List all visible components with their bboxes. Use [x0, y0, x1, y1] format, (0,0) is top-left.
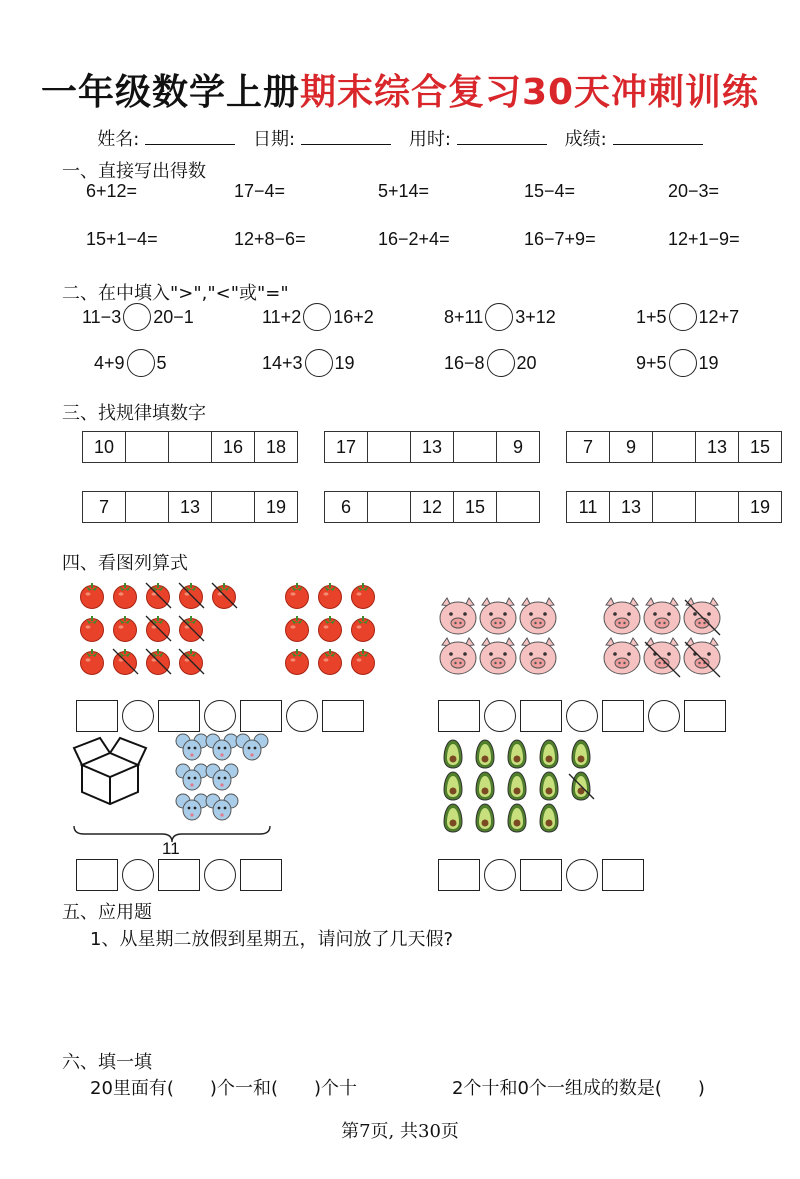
operator-circle[interactable] — [484, 700, 516, 732]
operator-circle[interactable] — [204, 700, 236, 732]
sequence-row — [82, 491, 298, 523]
answer-box[interactable] — [602, 700, 644, 732]
section5-heading: 五、应用题 — [62, 902, 152, 923]
answer-circle[interactable] — [669, 349, 697, 377]
mouse-group — [176, 734, 268, 820]
answer-circle[interactable] — [487, 349, 515, 377]
section4-heading: 四、看图列算式 — [62, 553, 188, 574]
calc-item: 12+8−6= — [234, 229, 306, 249]
seq-cell[interactable] — [368, 432, 411, 462]
calc-item: 16−2+4= — [378, 229, 450, 249]
seq-cell[interactable]: 19 — [749, 497, 771, 517]
sequence-row — [324, 491, 540, 523]
answer-circle[interactable] — [485, 303, 513, 331]
seq-cell[interactable]: 12 — [411, 492, 454, 522]
operator-circle[interactable] — [484, 859, 516, 891]
equation-row — [76, 700, 364, 732]
answer-box[interactable] — [158, 859, 200, 891]
sequence-row — [566, 491, 782, 523]
title-black: 一年级数学上册 — [40, 72, 300, 113]
section2-heading: 二、在中填入">","<"或"=" — [62, 283, 289, 304]
tomato-group-left — [81, 583, 238, 675]
answer-circle[interactable] — [127, 349, 155, 377]
seq-cell[interactable] — [212, 492, 255, 522]
word-problem-1: 1、从星期二放假到星期五，请问放了几天假? — [90, 929, 454, 950]
date-field[interactable]: 日期: — [253, 125, 391, 151]
calc-item: 5+14= — [378, 181, 430, 201]
answer-box[interactable] — [520, 859, 562, 891]
operator-circle[interactable] — [648, 700, 680, 732]
section3-heading: 三、找规律填数字 — [62, 403, 206, 424]
title-red: 期末综合复习30天冲刺训练 — [299, 72, 760, 113]
seq-cell[interactable]: 10 — [83, 432, 126, 462]
page-title — [0, 64, 800, 115]
answer-box[interactable] — [438, 859, 480, 891]
seq-cell[interactable] — [126, 492, 169, 522]
seq-cell[interactable] — [126, 432, 169, 462]
calc-item: 17−4= — [234, 181, 286, 201]
compare-item: 14+3 19 — [262, 349, 355, 377]
answer-box[interactable] — [240, 859, 282, 891]
operator-circle[interactable] — [566, 700, 598, 732]
calc-item: 6+12= — [86, 181, 138, 201]
operator-circle[interactable] — [286, 700, 318, 732]
sequence-row — [566, 431, 782, 463]
seq-cell[interactable]: 13 — [411, 432, 454, 462]
seq-cell[interactable]: 9 — [512, 437, 523, 457]
equation-row — [438, 700, 726, 732]
seq-cell[interactable]: 11 — [567, 492, 610, 522]
sequence-row — [82, 431, 298, 463]
compare-item: 11−3 20−1 — [82, 303, 194, 331]
seq-cell[interactable]: 16 — [212, 432, 255, 462]
seq-cell[interactable]: 15 — [749, 437, 771, 457]
calc-item: 16−7+9= — [524, 229, 596, 249]
operator-circle[interactable] — [122, 700, 154, 732]
answer-box[interactable] — [76, 859, 118, 891]
answer-box[interactable] — [684, 700, 726, 732]
student-info — [0, 125, 800, 151]
answer-circle[interactable] — [303, 303, 331, 331]
answer-box[interactable] — [158, 700, 200, 732]
answer-circle[interactable] — [305, 349, 333, 377]
answer-box[interactable] — [602, 859, 644, 891]
seq-cell[interactable]: 13 — [696, 432, 739, 462]
answer-circle[interactable] — [669, 303, 697, 331]
pig-group-left — [440, 598, 556, 674]
compare-item: 1+5 12+7 — [636, 303, 739, 331]
seq-cell[interactable] — [653, 432, 696, 462]
tomato-group-right — [286, 583, 375, 675]
page-footer: 第7页, 共30页 — [341, 1121, 459, 1142]
seq-cell[interactable]: 15 — [454, 492, 497, 522]
seq-cell[interactable]: 13 — [610, 492, 653, 522]
calc-item: 20−3= — [668, 181, 720, 201]
answer-box[interactable] — [438, 700, 480, 732]
avocado-group — [444, 740, 594, 832]
answer-box[interactable] — [76, 700, 118, 732]
equation-row — [76, 859, 282, 891]
sequence-row — [324, 431, 540, 463]
section6-heading: 六、填一填 — [62, 1052, 152, 1073]
answer-box[interactable] — [240, 700, 282, 732]
fill-question-1: 20里面有( )个一和( )个十 — [90, 1078, 357, 1099]
seq-cell[interactable] — [653, 492, 696, 522]
score-field[interactable]: 成绩: — [565, 125, 703, 151]
calc-item: 15−4= — [524, 181, 576, 201]
seq-cell[interactable]: 17 — [325, 432, 368, 462]
seq-cell[interactable]: 13 — [169, 492, 212, 522]
answer-box[interactable] — [322, 700, 364, 732]
seq-cell[interactable]: 7 — [567, 432, 610, 462]
answer-circle[interactable] — [123, 303, 151, 331]
seq-cell[interactable]: 9 — [610, 432, 653, 462]
seq-cell[interactable]: 19 — [265, 497, 287, 517]
operator-circle[interactable] — [566, 859, 598, 891]
calc-item: 12+1−9= — [668, 229, 740, 249]
seq-cell[interactable]: 18 — [265, 437, 287, 457]
answer-box[interactable] — [520, 700, 562, 732]
seq-cell[interactable] — [169, 432, 212, 462]
compare-item: 11+2 16+2 — [262, 303, 374, 331]
compare-item: 4+9 5 — [94, 349, 167, 377]
seq-cell[interactable] — [696, 492, 739, 522]
seq-cell[interactable] — [368, 492, 411, 522]
equation-row — [438, 859, 644, 891]
seq-cell[interactable] — [454, 432, 497, 462]
time-field[interactable]: 用时: — [409, 125, 547, 151]
fill-question-2: 2个十和0个一组成的数是( ) — [452, 1078, 705, 1099]
compare-item: 9+5 19 — [636, 349, 719, 377]
seq-cell[interactable]: 6 — [325, 492, 368, 522]
box-icon — [74, 738, 146, 804]
section1-heading: 一、直接写出得数 — [62, 161, 206, 182]
operator-circle[interactable] — [122, 859, 154, 891]
seq-cell[interactable]: 7 — [83, 492, 126, 522]
seq-cell[interactable] — [497, 492, 539, 522]
name-field[interactable]: 姓名: — [97, 125, 235, 151]
operator-circle[interactable] — [204, 859, 236, 891]
compare-item: 16−8 20 — [444, 349, 537, 377]
pig-group-right — [604, 598, 720, 677]
brace-total-label: 11 — [162, 839, 180, 858]
compare-item: 8+11 3+12 — [444, 303, 556, 331]
calc-item: 15+1−4= — [86, 229, 158, 249]
